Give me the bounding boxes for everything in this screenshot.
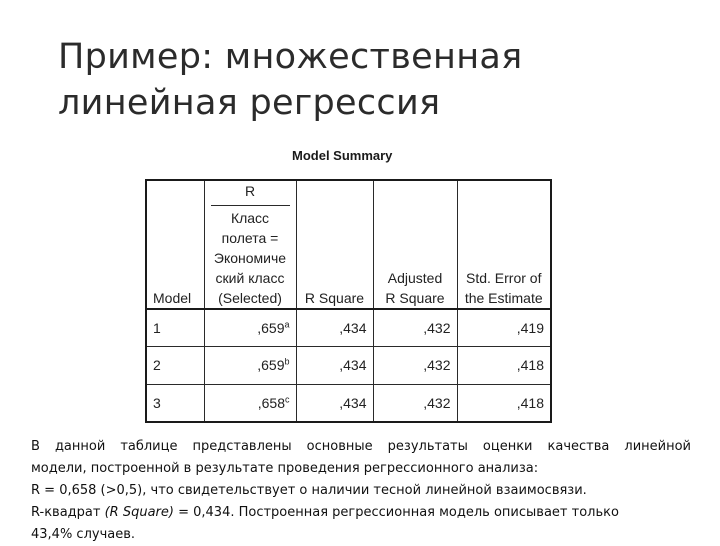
slide-title: Пример: множественная линейная регрессия	[58, 37, 523, 123]
model-summary-table	[145, 179, 552, 423]
cell-model: 3	[146, 384, 204, 422]
column-header-r-sub-line: Класс	[230, 210, 270, 226]
table-row	[146, 347, 551, 384]
cell-model: 2	[146, 347, 204, 384]
cell-r-value: ,659	[257, 320, 285, 337]
cell-adjusted-r-square: ,432	[373, 384, 457, 422]
description-line	[31, 502, 691, 524]
column-header-std-error-line: Std. Error of	[466, 270, 542, 286]
description-text	[31, 436, 691, 546]
column-header-std-error-line: the Estimate	[464, 290, 543, 306]
cell-adjusted-r-square: ,432	[373, 309, 457, 347]
cell-r-square: ,434	[296, 384, 373, 422]
table-row	[146, 384, 551, 422]
cell-r-value: ,658	[257, 394, 285, 411]
cell-adjusted-r-square: ,432	[373, 347, 457, 384]
column-header-r-sub-line: ский класс	[215, 270, 285, 286]
table-row	[146, 309, 551, 347]
model-summary-table-container	[145, 179, 550, 423]
column-header-r-sub-line: Экономиче	[213, 250, 287, 266]
table-header-row	[146, 180, 551, 309]
description-line: В данной таблице представлены основные результаты оценки качества линейной	[31, 439, 691, 454]
column-header-r	[204, 180, 296, 309]
description-line: модели, построенной в результате проведения регрессионного анализа:	[31, 461, 539, 476]
column-header-r-label: R	[211, 181, 290, 206]
cell-r-footnote: c	[285, 394, 290, 405]
cell-r	[204, 384, 296, 422]
description-fragment-italic: (R Square)	[104, 505, 174, 520]
cell-r-footnote: b	[284, 356, 290, 367]
column-header-r-sub-line: полета =	[221, 230, 279, 246]
cell-std-error: ,418	[457, 347, 551, 384]
table-caption: Model Summary	[292, 148, 393, 163]
column-header-adjusted-line: R Square	[385, 290, 445, 306]
cell-model: 1	[146, 309, 204, 347]
column-header-adjusted-line: Adjusted	[387, 270, 443, 286]
cell-std-error: ,418	[457, 384, 551, 422]
description-line: R = 0,658 (>0,5), что свидетельствует о наличии тесной линейной взаимосвязи.	[31, 483, 587, 498]
column-header-adjusted-r-square	[373, 180, 457, 309]
cell-r-value: ,659	[257, 357, 285, 374]
cell-r-square: ,434	[296, 309, 373, 347]
column-header-r-square: R Square	[296, 180, 373, 309]
description-line: 43,4% случаев.	[31, 527, 136, 542]
column-header-r-sub-line: (Selected)	[218, 290, 282, 306]
cell-r-square: ,434	[296, 347, 373, 384]
column-header-model: Model	[146, 180, 204, 309]
cell-r	[204, 347, 296, 384]
cell-r-footnote: a	[284, 319, 290, 330]
description-fragment: = 0,434. Построенная регрессионная модель описывает только	[173, 505, 619, 520]
cell-std-error: ,419	[457, 309, 551, 347]
cell-r	[204, 309, 296, 347]
column-header-std-error	[457, 180, 551, 309]
description-fragment: R-квадрат	[31, 505, 105, 520]
